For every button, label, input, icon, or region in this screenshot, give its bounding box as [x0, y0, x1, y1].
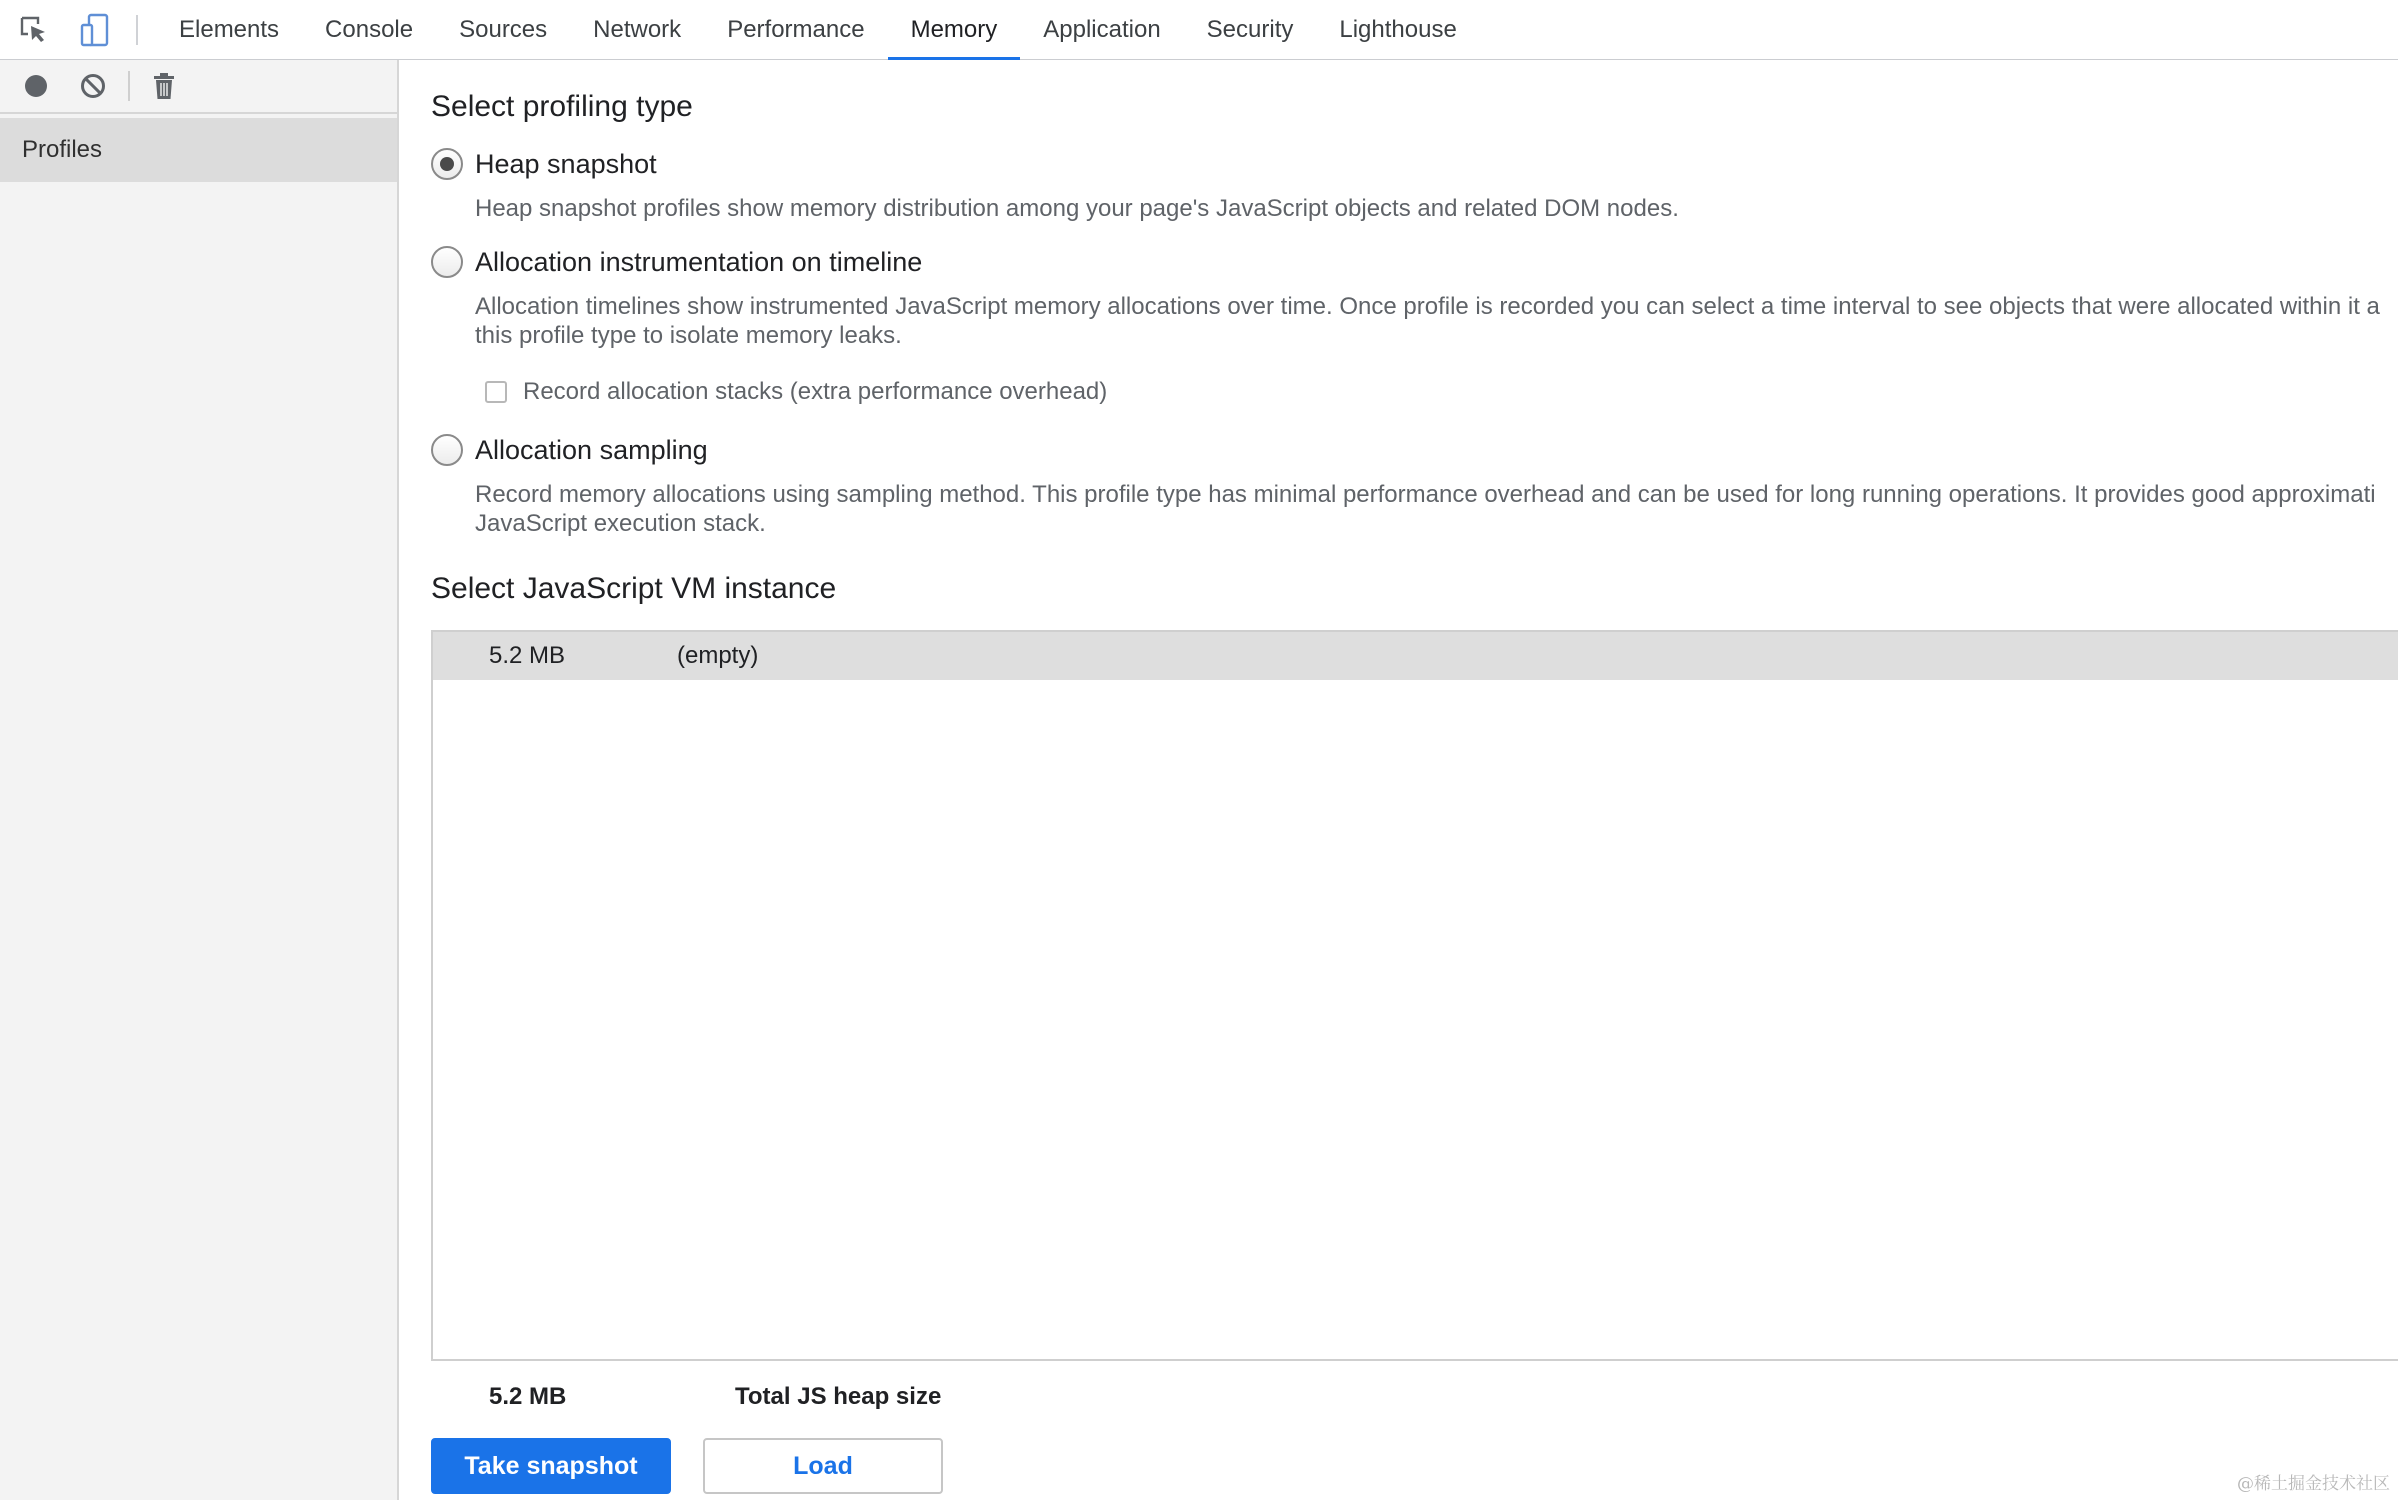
heap-snapshot-radio[interactable]	[431, 148, 463, 180]
record-button[interactable]	[16, 66, 56, 106]
profiling-type-title: Select profiling type	[431, 90, 693, 123]
allocation-timeline-label: Allocation instrumentation on timeline	[475, 246, 923, 277]
tab-network[interactable]: Network	[593, 15, 682, 43]
record-allocation-stacks-label: Record allocation stacks (extra performance overhead)	[523, 378, 1108, 405]
allocation-timeline-description-line: this profile type to isolate memory leaks.	[475, 322, 902, 349]
allocation-sampling-label: Allocation sampling	[475, 434, 708, 465]
allocation-sampling-description-line: JavaScript execution stack.	[475, 510, 766, 537]
vm-instance-row[interactable]	[433, 632, 2398, 680]
tab-memory[interactable]: Memory	[888, 0, 1021, 59]
tab-sources[interactable]: Sources	[459, 15, 548, 43]
tab-elements[interactable]: Elements	[179, 15, 280, 43]
record-allocation-stacks-checkbox[interactable]	[485, 381, 507, 403]
sidebar-item-profiles[interactable]	[0, 118, 397, 182]
tab-application[interactable]: Application	[1043, 15, 1161, 43]
option-heap-snapshot[interactable]	[431, 148, 657, 180]
vm-instance-name: (empty)	[677, 642, 759, 669]
profiles-sidebar	[0, 60, 399, 1500]
inspect-element-button[interactable]	[0, 0, 68, 59]
devtools-tab-bar	[0, 0, 2398, 60]
total-heap-size-value: 5.2 MB	[489, 1383, 567, 1410]
allocation-sampling-description-line: Record memory allocations using sampling method. This profile type has minimal performance overhead and can be used for long running operations. It provides good approximati	[475, 481, 2376, 508]
tab-security[interactable]: Security	[1206, 15, 1294, 43]
tab-console[interactable]: Console	[325, 15, 414, 43]
clear-icon	[79, 72, 107, 100]
allocation-timeline-description-line: Allocation timelines show instrumented JavaScript memory allocations over time. Once profile is recorded you can select a time interval to see objects that were allocated within it a	[475, 293, 2380, 320]
total-heap-summary	[489, 1383, 941, 1411]
take-snapshot-button[interactable]: Take snapshot	[431, 1438, 671, 1494]
sidebar-item-label: Profiles	[22, 136, 103, 163]
option-allocation-timeline[interactable]	[431, 246, 922, 278]
heap-snapshot-label: Heap snapshot	[475, 148, 657, 179]
vm-instance-list	[431, 630, 2398, 1361]
total-heap-size-label: Total JS heap size	[735, 1383, 942, 1410]
record-allocation-stacks-option[interactable]	[485, 378, 1107, 406]
tab-lighthouse[interactable]: Lighthouse	[1339, 15, 1457, 43]
allocation-timeline-description	[475, 292, 2380, 350]
toolbar-divider	[136, 15, 138, 45]
sidebar-toolbar	[0, 60, 397, 114]
vm-instance-title: Select JavaScript VM instance	[431, 572, 837, 605]
clear-all-profiles-button[interactable]	[73, 66, 113, 106]
device-toolbar-button[interactable]	[68, 0, 122, 59]
allocation-timeline-radio[interactable]	[431, 246, 463, 278]
heap-snapshot-description-line: Heap snapshot profiles show memory distribution among your page's JavaScript objects and related DOM nodes.	[475, 195, 1679, 222]
memory-panel	[401, 60, 2398, 1500]
heap-snapshot-description	[475, 194, 1679, 223]
allocation-sampling-radio[interactable]	[431, 434, 463, 466]
record-icon	[23, 73, 49, 99]
device-toolbar-icon	[80, 13, 110, 47]
collect-garbage-button[interactable]	[144, 66, 184, 106]
tab-performance[interactable]: Performance	[727, 15, 865, 43]
option-allocation-sampling[interactable]	[431, 434, 708, 466]
garbage-collect-icon	[152, 72, 176, 100]
inspect-element-icon	[19, 15, 49, 45]
load-button[interactable]: Load	[703, 1438, 943, 1494]
panel-tabs	[156, 0, 1480, 59]
sidebar-toolbar-divider	[128, 71, 130, 101]
watermark: @稀土掘金技术社区	[2237, 1474, 2390, 1494]
allocation-sampling-description	[475, 480, 2376, 538]
vm-instance-size: 5.2 MB	[489, 642, 566, 669]
